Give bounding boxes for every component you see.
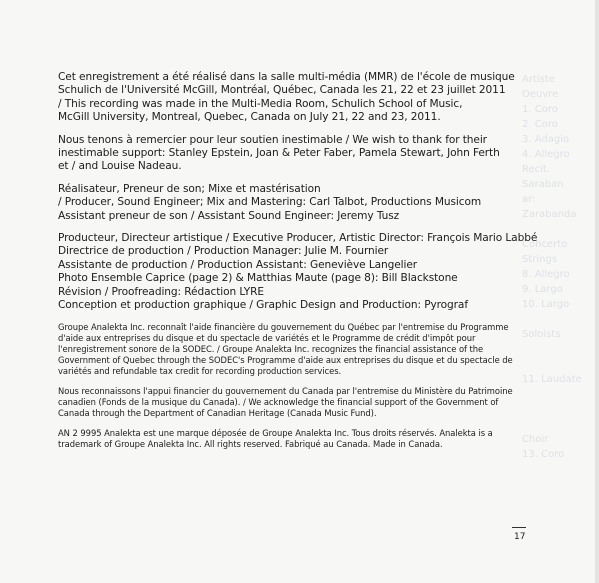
- thanks-paragraph: Nous tenons à remercier pour leur soutien inestimable / We wish to thank for their inestimable support: Stanley Epstein, Joan & Peter Faber, Pamela Stewart, John Ferth et / and Louise Nadeau.: [58, 133, 500, 173]
- recording-location-paragraph: Cet enregistrement a été réalisé dans la salle multi-média (MMR) de l'école de musique Schulich de l'Université McGill, Montréal, Québec, Canada les 21, 22 et 23 juillet 2011 / This recording was made in the Multi-Media Room, Schulich School of Music, McGill University, Montreal, Quebec, Canada on July 21, 22 and 23, 2011.: [58, 71, 515, 124]
- page-number: 17: [514, 532, 526, 542]
- canada-funding-paragraph: Nous reconnaissons l'appui financier du gouvernement du Canada par l'entremise du Ministère du Patrimoine canadien (Fonds de la musique du Canada). / We acknowledge the financial support of the Government of Canada through the Department of Canadian Heritage (Canada Music Fund).: [58, 385, 513, 419]
- credits-text: [58, 71, 538, 459]
- page-number-rule: [512, 527, 526, 528]
- trademark-paragraph: AN 2 9995 Analekta est une marque déposée de Groupe Analekta Inc. Tous droits réservés. Analekta is a trademark of Groupe Analekta Inc. All rights reserved. Fabriqué au Canada. Made in Canada.: [58, 428, 493, 450]
- sound-credits-paragraph: Réalisateur, Preneur de son; Mixe et mastérisation / Producer, Sound Engineer; Mix and Mastering: Carl Talbot, Productions Musicom Assistant preneur de son / Assistant Sound Engineer: Jeremy Tusz: [58, 182, 482, 222]
- bleed-through-text: Artiste Oeuvre 1. Coro 2. Coro 3. Adagio 4. Allegro Recit. Saraban ar: Zarabanda Concerto Strings 8. Allegro 9. Largo 10. Largo Soloists 11. Laudate Choir 13. Coro: [522, 74, 582, 460]
- production-credits-paragraph: Producteur, Directeur artistique / Executive Producer, Artistic Director: François Mario Labbé Directrice de production / Production Manager: Julie M. Fournier Assistante de production / Production Assistant: Geneviève Langelier Photo Ensemble Caprice (page 2) & Matthias Maute (page 8): Bill Blackstone Révision / Proofreading: Rédaction LYRE Conception et production graphique / Graphic Design and Production: Pyrograf: [58, 232, 538, 312]
- quebec-funding-paragraph: Groupe Analekta Inc. reconnaît l'aide financière du gouvernement du Québec par l'entremise du Programme d'aide aux entreprises du disque et du spectacle de variétés et le Programme de crédit d'impôt pour l'enregistrement sonore de la SODEC. / Groupe Analekta Inc. recognizes the financial assistance of the Government of Quebec through the SODEC's Programme d'aide aux entreprises du disque et du spectacle de variétés and refundable tax credit for recording production services.: [58, 321, 513, 376]
